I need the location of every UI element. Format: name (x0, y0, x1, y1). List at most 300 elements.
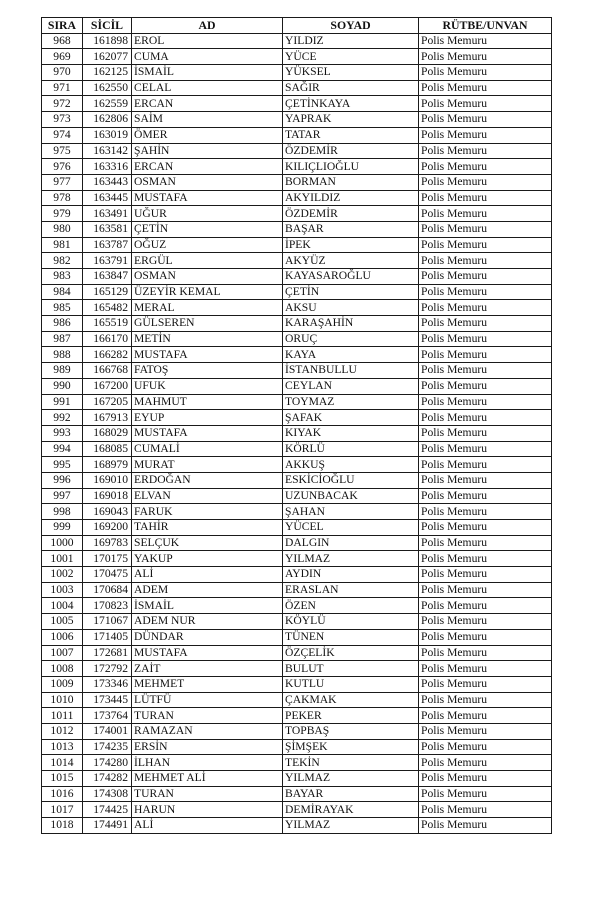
cell-soyad: TÜNEN (283, 629, 419, 645)
cell-ad: CUMA (132, 49, 283, 65)
table-row (42, 598, 552, 614)
cell-sicil: 165519 (83, 316, 132, 332)
table-row (42, 127, 552, 143)
cell-soyad: BULUT (283, 661, 419, 677)
cell-sicil: 167913 (83, 410, 132, 426)
cell-rutbe: Polis Memuru (419, 316, 552, 332)
cell-soyad: BAYAR (283, 786, 419, 802)
cell-sira: 988 (42, 347, 83, 363)
cell-rutbe: Polis Memuru (419, 190, 552, 206)
cell-rutbe: Polis Memuru (419, 206, 552, 222)
cell-rutbe: Polis Memuru (419, 582, 552, 598)
cell-ad: OĞUZ (132, 237, 283, 253)
cell-rutbe: Polis Memuru (419, 33, 552, 49)
table-row (42, 425, 552, 441)
cell-sira: 977 (42, 174, 83, 190)
cell-sira: 1016 (42, 786, 83, 802)
table-row (42, 457, 552, 473)
cell-sira: 1013 (42, 739, 83, 755)
table-row (42, 441, 552, 457)
cell-ad: MURAT (132, 457, 283, 473)
table-row (42, 284, 552, 300)
cell-sicil: 173346 (83, 676, 132, 692)
cell-rutbe: Polis Memuru (419, 488, 552, 504)
cell-sira: 1008 (42, 661, 83, 677)
cell-soyad: SAĞIR (283, 80, 419, 96)
cell-ad: MUSTAFA (132, 645, 283, 661)
cell-sira: 971 (42, 80, 83, 96)
cell-sira: 987 (42, 331, 83, 347)
cell-sicil: 163581 (83, 221, 132, 237)
cell-rutbe: Polis Memuru (419, 802, 552, 818)
cell-sicil: 163443 (83, 174, 132, 190)
column-header-sicil: SİCİL (83, 18, 132, 34)
table-row (42, 363, 552, 379)
cell-ad: ÖMER (132, 127, 283, 143)
cell-rutbe: Polis Memuru (419, 567, 552, 583)
cell-rutbe: Polis Memuru (419, 614, 552, 630)
cell-ad: ALİ (132, 818, 283, 834)
cell-soyad: ÇETİN (283, 284, 419, 300)
table-row (42, 488, 552, 504)
cell-rutbe: Polis Memuru (419, 143, 552, 159)
cell-sira: 972 (42, 96, 83, 112)
cell-rutbe: Polis Memuru (419, 723, 552, 739)
cell-ad: SELÇUK (132, 535, 283, 551)
cell-ad: MAHMUT (132, 394, 283, 410)
cell-sira: 994 (42, 441, 83, 457)
cell-sira: 978 (42, 190, 83, 206)
cell-soyad: CEYLAN (283, 378, 419, 394)
column-header-rutbe: RÜTBE/UNVAN (419, 18, 552, 34)
cell-sicil: 162559 (83, 96, 132, 112)
cell-sicil: 167205 (83, 394, 132, 410)
cell-soyad: ÖZÇELİK (283, 645, 419, 661)
cell-sira: 980 (42, 221, 83, 237)
table-row (42, 504, 552, 520)
table-row (42, 159, 552, 175)
cell-soyad: KARAŞAHİN (283, 316, 419, 332)
cell-soyad: DALGIN (283, 535, 419, 551)
table-row (42, 708, 552, 724)
cell-soyad: YILDIZ (283, 33, 419, 49)
cell-sicil: 165482 (83, 300, 132, 316)
table-row (42, 143, 552, 159)
cell-soyad: ORUÇ (283, 331, 419, 347)
cell-soyad: AKYÜZ (283, 253, 419, 269)
cell-soyad: YÜCE (283, 49, 419, 65)
cell-rutbe: Polis Memuru (419, 818, 552, 834)
cell-sicil: 161898 (83, 33, 132, 49)
table-row (42, 676, 552, 692)
cell-rutbe: Polis Memuru (419, 112, 552, 128)
cell-soyad: AKKUŞ (283, 457, 419, 473)
cell-rutbe: Polis Memuru (419, 771, 552, 787)
cell-sicil: 173764 (83, 708, 132, 724)
table-row (42, 331, 552, 347)
cell-soyad: TATAR (283, 127, 419, 143)
cell-ad: EROL (132, 33, 283, 49)
cell-sira: 1006 (42, 629, 83, 645)
cell-sira: 1012 (42, 723, 83, 739)
cell-rutbe: Polis Memuru (419, 80, 552, 96)
cell-rutbe: Polis Memuru (419, 331, 552, 347)
cell-soyad: KÖRLÜ (283, 441, 419, 457)
cell-sira: 970 (42, 65, 83, 81)
cell-sira: 1005 (42, 614, 83, 630)
table-row (42, 582, 552, 598)
cell-ad: MUSTAFA (132, 190, 283, 206)
cell-rutbe: Polis Memuru (419, 755, 552, 771)
cell-sicil: 174308 (83, 786, 132, 802)
cell-ad: ERCAN (132, 96, 283, 112)
cell-ad: ERDOĞAN (132, 472, 283, 488)
cell-sira: 985 (42, 300, 83, 316)
personnel-table (41, 17, 552, 834)
cell-soyad: BORMAN (283, 174, 419, 190)
cell-soyad: KUTLU (283, 676, 419, 692)
cell-sicil: 172792 (83, 661, 132, 677)
cell-sicil: 169043 (83, 504, 132, 520)
cell-rutbe: Polis Memuru (419, 363, 552, 379)
cell-ad: İLHAN (132, 755, 283, 771)
cell-ad: YAKUP (132, 551, 283, 567)
cell-sicil: 169200 (83, 520, 132, 536)
cell-soyad: YILMAZ (283, 771, 419, 787)
cell-sicil: 174491 (83, 818, 132, 834)
cell-sicil: 168085 (83, 441, 132, 457)
cell-sicil: 163787 (83, 237, 132, 253)
cell-sicil: 172681 (83, 645, 132, 661)
cell-ad: ADEM (132, 582, 283, 598)
cell-sicil: 166282 (83, 347, 132, 363)
table-row (42, 316, 552, 332)
cell-sicil: 163142 (83, 143, 132, 159)
cell-rutbe: Polis Memuru (419, 676, 552, 692)
cell-ad: ERGÜL (132, 253, 283, 269)
cell-soyad: ÖZDEMİR (283, 143, 419, 159)
cell-ad: UĞUR (132, 206, 283, 222)
cell-soyad: ŞAHAN (283, 504, 419, 520)
cell-soyad: ÇAKMAK (283, 692, 419, 708)
cell-rutbe: Polis Memuru (419, 441, 552, 457)
table-row (42, 520, 552, 536)
cell-sira: 984 (42, 284, 83, 300)
table-row (42, 692, 552, 708)
cell-ad: OSMAN (132, 269, 283, 285)
cell-sira: 1003 (42, 582, 83, 598)
cell-sira: 1001 (42, 551, 83, 567)
cell-sira: 981 (42, 237, 83, 253)
table-row (42, 174, 552, 190)
cell-sicil: 170475 (83, 567, 132, 583)
cell-rutbe: Polis Memuru (419, 49, 552, 65)
cell-soyad: ŞİMŞEK (283, 739, 419, 755)
table-body (42, 33, 552, 833)
cell-sira: 975 (42, 143, 83, 159)
cell-rutbe: Polis Memuru (419, 378, 552, 394)
column-header-soyad: SOYAD (283, 18, 419, 34)
cell-sira: 999 (42, 520, 83, 536)
cell-rutbe: Polis Memuru (419, 159, 552, 175)
cell-sicil: 169018 (83, 488, 132, 504)
cell-soyad: ÖZEN (283, 598, 419, 614)
cell-soyad: KAYA (283, 347, 419, 363)
cell-soyad: ÇETİNKAYA (283, 96, 419, 112)
cell-rutbe: Polis Memuru (419, 425, 552, 441)
cell-ad: ŞAHİN (132, 143, 283, 159)
cell-sicil: 170684 (83, 582, 132, 598)
cell-sira: 995 (42, 457, 83, 473)
table-row (42, 739, 552, 755)
cell-ad: CUMALİ (132, 441, 283, 457)
cell-sira: 1002 (42, 567, 83, 583)
cell-rutbe: Polis Memuru (419, 96, 552, 112)
cell-sira: 1000 (42, 535, 83, 551)
cell-soyad: BAŞAR (283, 221, 419, 237)
table-row (42, 629, 552, 645)
cell-ad: MUSTAFA (132, 425, 283, 441)
cell-soyad: UZUNBACAK (283, 488, 419, 504)
cell-sicil: 162806 (83, 112, 132, 128)
cell-rutbe: Polis Memuru (419, 739, 552, 755)
cell-soyad: YÜCEL (283, 520, 419, 536)
table-row (42, 786, 552, 802)
cell-ad: UFUK (132, 378, 283, 394)
cell-sira: 1018 (42, 818, 83, 834)
cell-rutbe: Polis Memuru (419, 221, 552, 237)
cell-sicil: 170175 (83, 551, 132, 567)
cell-sira: 989 (42, 363, 83, 379)
cell-sira: 983 (42, 269, 83, 285)
cell-ad: TURAN (132, 786, 283, 802)
cell-rutbe: Polis Memuru (419, 629, 552, 645)
cell-rutbe: Polis Memuru (419, 551, 552, 567)
cell-rutbe: Polis Memuru (419, 300, 552, 316)
table-row (42, 33, 552, 49)
cell-sira: 997 (42, 488, 83, 504)
cell-ad: ELVAN (132, 488, 283, 504)
cell-ad: ÜZEYİR KEMAL (132, 284, 283, 300)
cell-ad: TURAN (132, 708, 283, 724)
table-row (42, 410, 552, 426)
cell-soyad: TOPBAŞ (283, 723, 419, 739)
cell-ad: OSMAN (132, 174, 283, 190)
cell-sicil: 169010 (83, 472, 132, 488)
cell-ad: GÜLSEREN (132, 316, 283, 332)
cell-ad: METİN (132, 331, 283, 347)
cell-rutbe: Polis Memuru (419, 269, 552, 285)
cell-sicil: 166768 (83, 363, 132, 379)
table-row (42, 614, 552, 630)
cell-sira: 968 (42, 33, 83, 49)
table-row (42, 112, 552, 128)
cell-soyad: TOYMAZ (283, 394, 419, 410)
table-row (42, 347, 552, 363)
cell-sira: 979 (42, 206, 83, 222)
cell-sicil: 166170 (83, 331, 132, 347)
cell-soyad: YILMAZ (283, 551, 419, 567)
cell-sira: 1017 (42, 802, 83, 818)
cell-ad: ERCAN (132, 159, 283, 175)
cell-rutbe: Polis Memuru (419, 174, 552, 190)
cell-ad: MERAL (132, 300, 283, 316)
cell-soyad: AYDIN (283, 567, 419, 583)
cell-ad: MEHMET ALİ (132, 771, 283, 787)
table-row (42, 723, 552, 739)
cell-soyad: ESKİCİOĞLU (283, 472, 419, 488)
cell-sicil: 167200 (83, 378, 132, 394)
cell-ad: TAHİR (132, 520, 283, 536)
cell-sicil: 163791 (83, 253, 132, 269)
cell-sicil: 174280 (83, 755, 132, 771)
cell-sira: 974 (42, 127, 83, 143)
cell-soyad: ERASLAN (283, 582, 419, 598)
cell-ad: ÇETİN (132, 221, 283, 237)
cell-soyad: KILIÇLIOĞLU (283, 159, 419, 175)
cell-sicil: 163847 (83, 269, 132, 285)
cell-sicil: 174282 (83, 771, 132, 787)
cell-sira: 1014 (42, 755, 83, 771)
cell-rutbe: Polis Memuru (419, 645, 552, 661)
cell-ad: MEHMET (132, 676, 283, 692)
cell-rutbe: Polis Memuru (419, 65, 552, 81)
cell-rutbe: Polis Memuru (419, 708, 552, 724)
cell-rutbe: Polis Memuru (419, 598, 552, 614)
cell-sicil: 173445 (83, 692, 132, 708)
cell-sira: 990 (42, 378, 83, 394)
cell-ad: ADEM NUR (132, 614, 283, 630)
cell-soyad: DEMİRAYAK (283, 802, 419, 818)
cell-soyad: İSTANBULLU (283, 363, 419, 379)
cell-rutbe: Polis Memuru (419, 692, 552, 708)
cell-rutbe: Polis Memuru (419, 520, 552, 536)
cell-soyad: İPEK (283, 237, 419, 253)
table-row (42, 206, 552, 222)
cell-ad: İSMAİL (132, 65, 283, 81)
table-row (42, 65, 552, 81)
cell-ad: MUSTAFA (132, 347, 283, 363)
cell-rutbe: Polis Memuru (419, 661, 552, 677)
cell-ad: HARUN (132, 802, 283, 818)
table-row (42, 818, 552, 834)
table-row (42, 394, 552, 410)
cell-sira: 1011 (42, 708, 83, 724)
column-header-ad: AD (132, 18, 283, 34)
cell-sira: 969 (42, 49, 83, 65)
table-row (42, 472, 552, 488)
cell-sicil: 163316 (83, 159, 132, 175)
table-row (42, 661, 552, 677)
cell-soyad: ÖZDEMİR (283, 206, 419, 222)
cell-rutbe: Polis Memuru (419, 504, 552, 520)
table-header (42, 18, 552, 34)
cell-sicil: 174425 (83, 802, 132, 818)
cell-rutbe: Polis Memuru (419, 410, 552, 426)
cell-sira: 1009 (42, 676, 83, 692)
table-row (42, 49, 552, 65)
cell-sira: 982 (42, 253, 83, 269)
cell-sira: 1004 (42, 598, 83, 614)
cell-sira: 992 (42, 410, 83, 426)
cell-soyad: AKSU (283, 300, 419, 316)
cell-ad: CELAL (132, 80, 283, 96)
cell-ad: İSMAİL (132, 598, 283, 614)
cell-ad: RAMAZAN (132, 723, 283, 739)
cell-sicil: 162125 (83, 65, 132, 81)
cell-rutbe: Polis Memuru (419, 457, 552, 473)
table-row (42, 378, 552, 394)
cell-sira: 998 (42, 504, 83, 520)
cell-soyad: YÜKSEL (283, 65, 419, 81)
cell-ad: LÜTFÜ (132, 692, 283, 708)
table-row (42, 96, 552, 112)
cell-soyad: ŞAFAK (283, 410, 419, 426)
cell-rutbe: Polis Memuru (419, 535, 552, 551)
cell-sira: 1015 (42, 771, 83, 787)
cell-sicil: 169783 (83, 535, 132, 551)
cell-ad: FARUK (132, 504, 283, 520)
cell-sicil: 171405 (83, 629, 132, 645)
cell-soyad: KIYAK (283, 425, 419, 441)
table-row (42, 190, 552, 206)
cell-rutbe: Polis Memuru (419, 786, 552, 802)
table-row (42, 269, 552, 285)
table-row (42, 253, 552, 269)
cell-sicil: 163445 (83, 190, 132, 206)
table-row (42, 645, 552, 661)
cell-ad: DÜNDAR (132, 629, 283, 645)
cell-ad: FATOŞ (132, 363, 283, 379)
table-row (42, 567, 552, 583)
cell-sicil: 174001 (83, 723, 132, 739)
header-row (42, 18, 552, 34)
cell-sira: 996 (42, 472, 83, 488)
cell-rutbe: Polis Memuru (419, 127, 552, 143)
cell-soyad: PEKER (283, 708, 419, 724)
cell-sira: 1010 (42, 692, 83, 708)
cell-sicil: 170823 (83, 598, 132, 614)
cell-sicil: 168979 (83, 457, 132, 473)
table-row (42, 300, 552, 316)
cell-soyad: TEKİN (283, 755, 419, 771)
cell-sicil: 171067 (83, 614, 132, 630)
table-row (42, 221, 552, 237)
cell-soyad: YILMAZ (283, 818, 419, 834)
cell-sira: 976 (42, 159, 83, 175)
cell-soyad: KAYASAROĞLU (283, 269, 419, 285)
cell-sira: 993 (42, 425, 83, 441)
cell-sira: 991 (42, 394, 83, 410)
cell-sira: 1007 (42, 645, 83, 661)
cell-ad: SAİM (132, 112, 283, 128)
cell-sicil: 163019 (83, 127, 132, 143)
cell-sicil: 162077 (83, 49, 132, 65)
cell-rutbe: Polis Memuru (419, 237, 552, 253)
cell-ad: ERSİN (132, 739, 283, 755)
cell-sicil: 174235 (83, 739, 132, 755)
cell-soyad: YAPRAK (283, 112, 419, 128)
table-row (42, 755, 552, 771)
cell-rutbe: Polis Memuru (419, 394, 552, 410)
table-row (42, 237, 552, 253)
table-row (42, 771, 552, 787)
cell-soyad: KÖYLÜ (283, 614, 419, 630)
table-row (42, 551, 552, 567)
column-header-sira: SIRA (42, 18, 83, 34)
cell-sira: 986 (42, 316, 83, 332)
cell-sicil: 165129 (83, 284, 132, 300)
